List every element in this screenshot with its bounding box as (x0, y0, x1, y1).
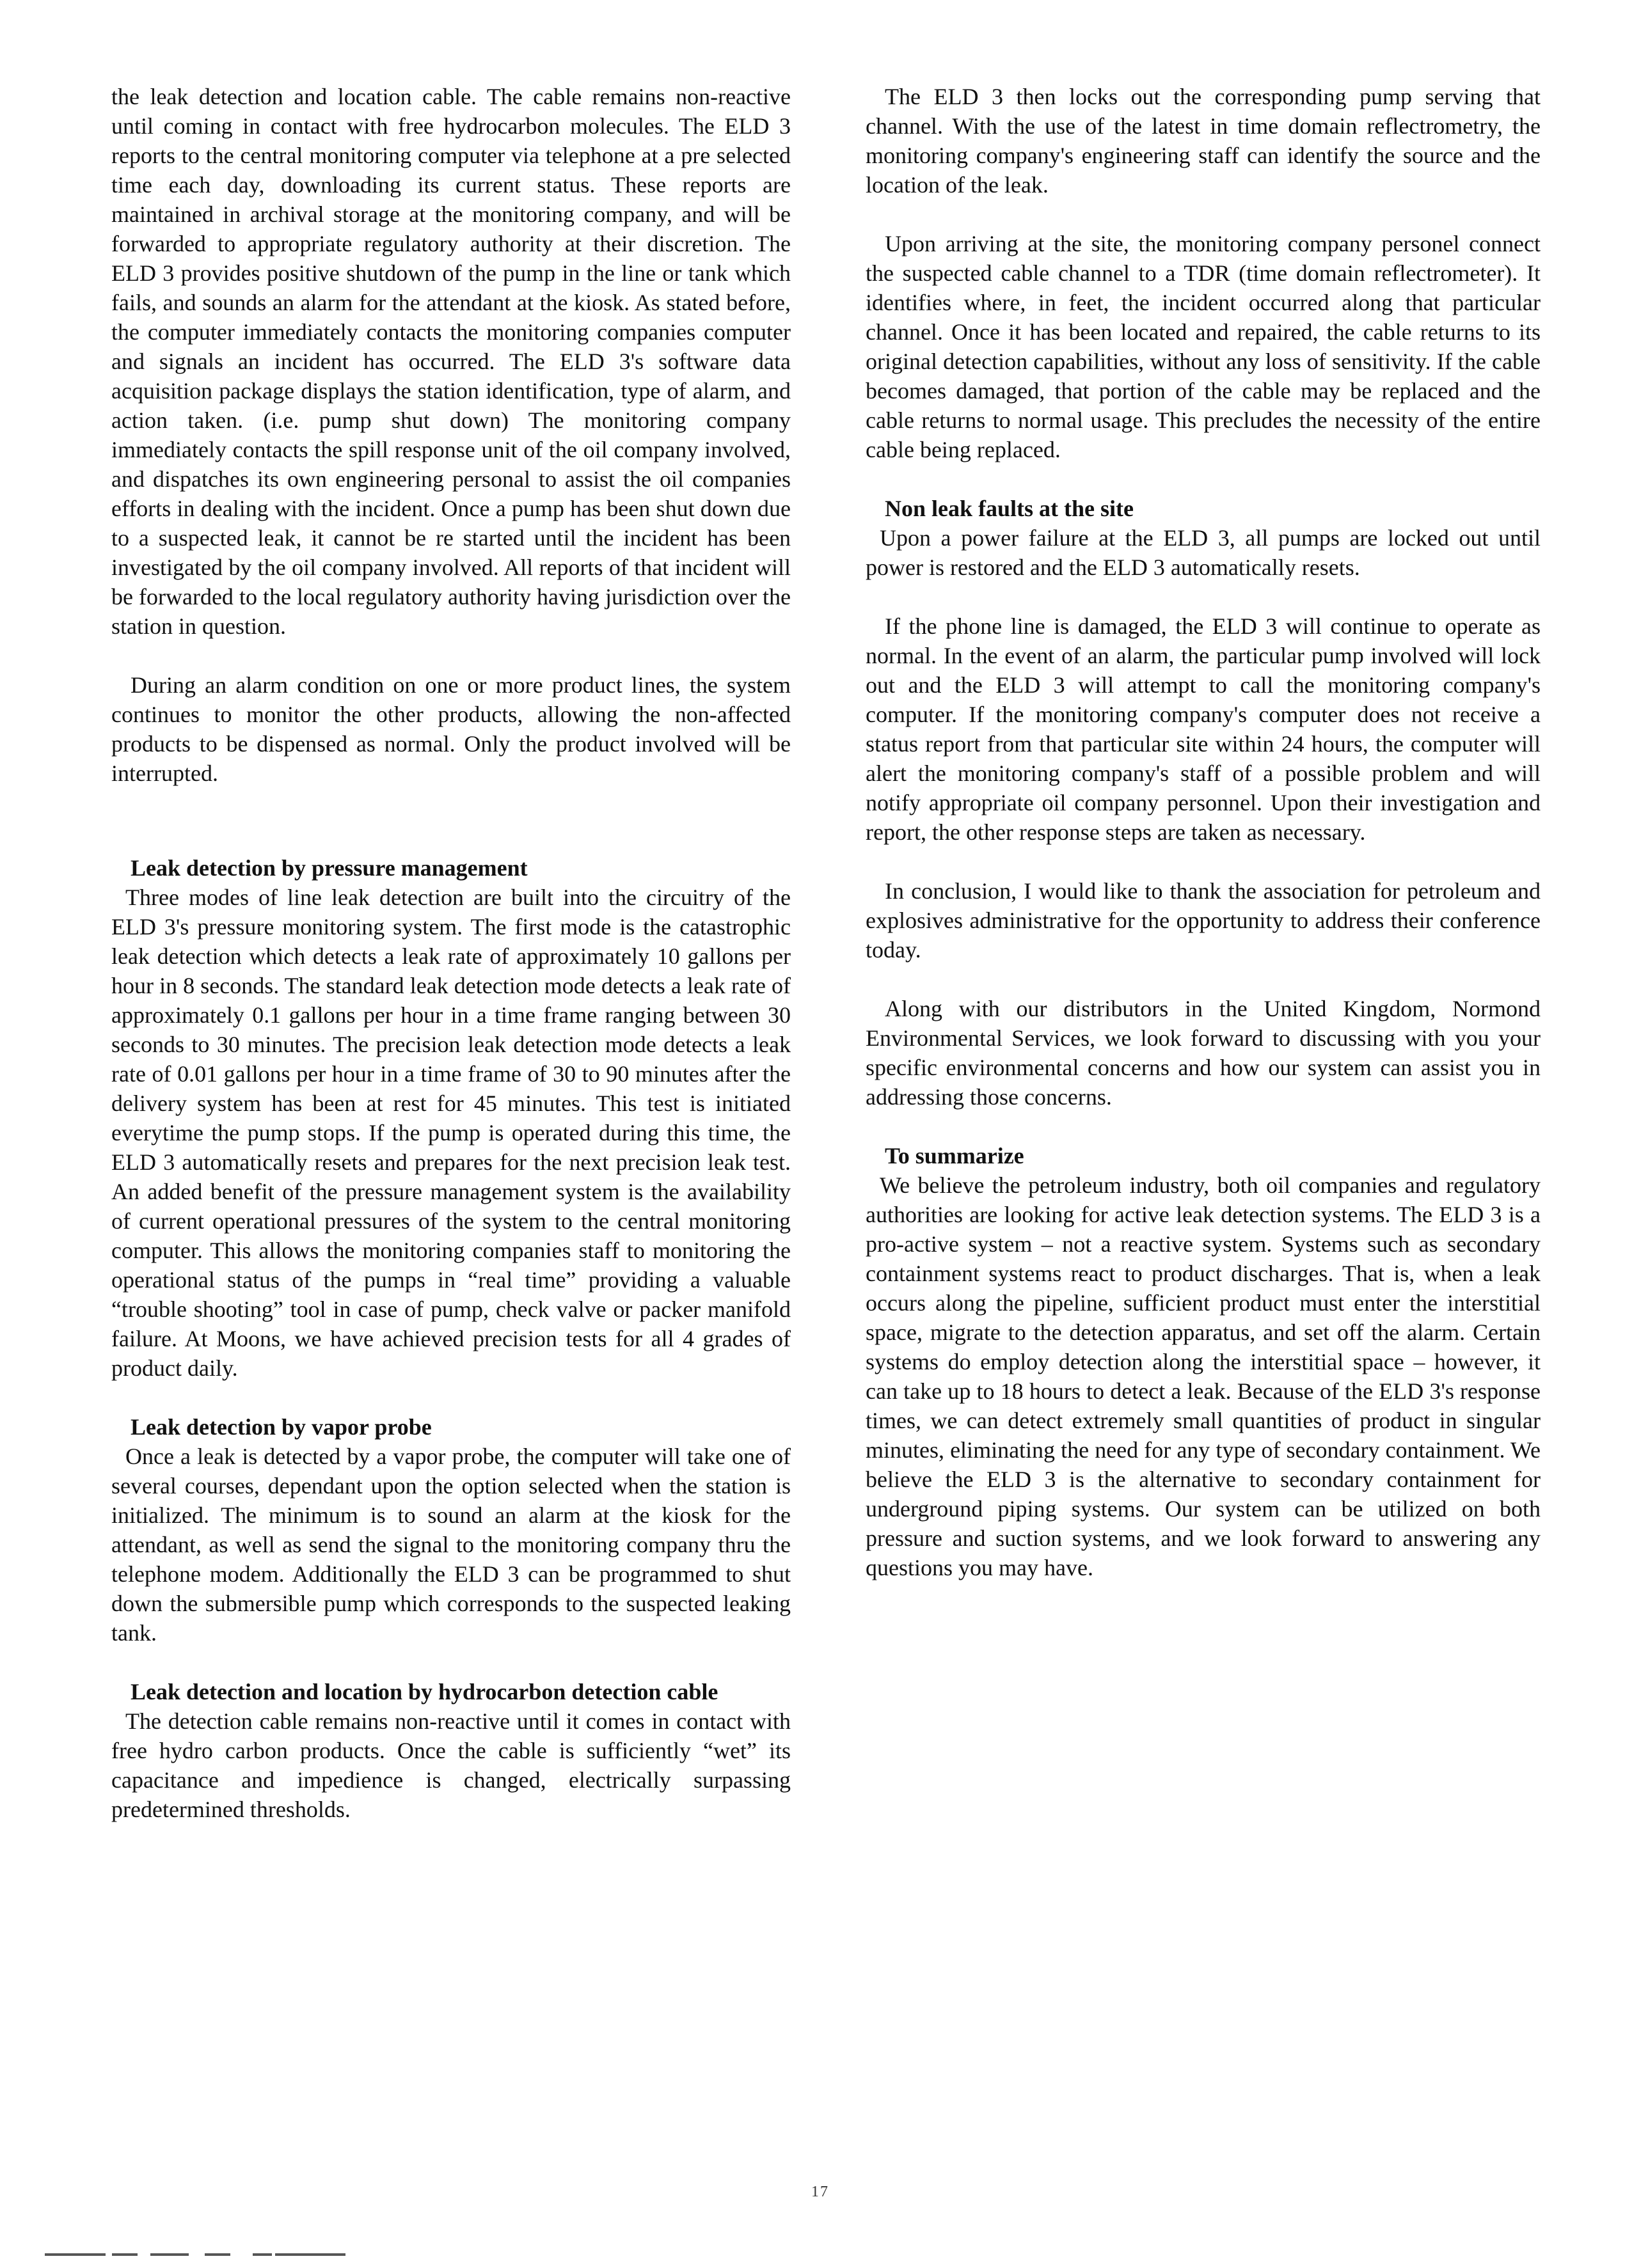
heading-pressure-management: Leak detection by pressure management (131, 855, 528, 881)
right-paragraph-4: If the phone line is damaged, the ELD 3 will continue to operate as normal. In the event of an alarm, the particular pump involved will lock out and the ELD 3 will attempt to call the monitoring company's computer. If the monitoring company's computer does not receive a status report from that particular site within 24 hours, the computer will alert the monitoring company's staff of a possible problem and will notify appropriate oil company personnel. Upon their investigation and report, the other response steps are taken as necessary. (866, 613, 1541, 845)
left-paragraph-1: the leak detection and location cable. The cable remains non-reactive until coming in contact with free hydrocarbon molecules. The ELD 3 reports to the central monitoring computer via telephone at a pre selected time each day, downloading its current status. These reports are maintained in archival storage at the monitoring company, and will be forwarded to appropriate regulatory authority at their discretion. The ELD 3 provides positive shutdown of the pump in the line or tank which fails, and sounds an alarm for the attendant at the kiosk. As stated before, the computer immediately contacts the monitoring companies computer and signals an incident has occurred. The ELD 3's software data acquisition package displays the station identification, type of alarm, and action taken. (i.e. pump shut down) The monitoring company immediately contacts the spill response unit of the oil company involved, and dispatches its own engineering personal to assist the oil companies efforts in dealing with the incident. Once a pump has been shut down due to a suspected leak, it cannot be re started until the incident has been investigated by the oil company involved. All reports of that incident will be forwarded to the local regulatory authority having jurisdiction over the station in question. (111, 84, 791, 639)
right-column (866, 82, 1541, 1582)
heading-vapor-probe: Leak detection by vapor probe (131, 1414, 432, 1440)
page-number: 17 (811, 2184, 829, 2200)
right-paragraph-1: The ELD 3 then locks out the corresponding pump serving that channel. With the use of the latest in time domain reflectrometry, the monitoring company's engineering staff can identify the source and the location of the leak. (866, 84, 1541, 198)
heading-to-summarize: To summarize (885, 1143, 1024, 1169)
left-paragraph-4: Once a leak is detected by a vapor probe, the computer will take one of several courses, dependant upon the option selected when the station is initialized. The minimum is to sound an alarm at the kiosk for the attendant, as well as send the signal to the monitoring company thru the telephone modem. Additionally the ELD 3 can be programmed to shut down the submersible pump which corresponds to the suspected leaking tank. (111, 1444, 791, 1646)
left-paragraph-2: During an alarm condition on one or more product lines, the system continues to monitor the other products, allowing the non-affected products to be dispensed as normal. Only the product involved will be interrupted. (111, 672, 791, 786)
right-paragraph-2: Upon arriving at the site, the monitoring company personel connect the suspected cable channel to a TDR (time domain reflectrometer). It identifies where, in feet, the incident occurred along that particular channel. Once it has been located and repaired, the cable returns to its original detection capabilities, without any loss of sensitivity. If the cable becomes damaged, that portion of the cable may be replaced and the cable returns to normal usage. This precludes the necessity of the entire cable being replaced. (866, 231, 1541, 462)
left-paragraph-5: The detection cable remains non-reactive until it comes in contact with free hydro carbon products. Once the cable is sufficiently “wet” its capacitance and impedience is changed, electrically surpassing predetermined thresholds. (111, 1708, 791, 1822)
left-column (111, 82, 791, 1824)
heading-non-leak-faults: Non leak faults at the site (885, 496, 1134, 521)
right-paragraph-5: In conclusion, I would like to thank the association for petroleum and explosives administrative for the opportunity to address their conference today. (866, 878, 1541, 963)
heading-hydrocarbon-cable: Leak detection and location by hydrocarbon detection cable (131, 1679, 718, 1705)
right-paragraph-3: Upon a power failure at the ELD 3, all pumps are locked out until power is restored and the ELD 3 automatically resets. (866, 525, 1541, 580)
right-paragraph-6: Along with our distributors in the United Kingdom, Normond Environmental Services, we look forward to discussing with you your specific environmental concerns and how our system can assist you in addressing those concerns. (866, 996, 1541, 1110)
right-paragraph-7: We believe the petroleum industry, both oil companies and regulatory authorities are looking for active leak detection systems. The ELD 3 is a pro-active system – not a reactive system. Systems such as secondary containment systems react to product discharges. That is, when a leak occurs along the pipeline, sufficient product must enter the interstitial space, migrate to the detection apparatus, and set off the alarm. Certain systems do employ detection along the interstitial space – however, it can take up to 18 hours to detect a leak. Because of the ELD 3's response times, we can detect extremely small quantities of product in singular minutes, eliminating the need for any type of secondary containment. We believe the ELD 3 is the alternative to secondary containment for underground piping systems. Our system can be utilized on both pressure and suction systems, and we look forward to answering any questions you may have. (866, 1172, 1541, 1580)
left-paragraph-3: Three modes of line leak detection are built into the circuitry of the ELD 3's pressure monitoring system. The first mode is the catastrophic leak detection which detects a leak rate of approximately 10 gallons per hour in 8 seconds. The standard leak detection mode detects a leak rate of approximately 0.1 gallons per hour in a time frame ranging between 30 seconds to 30 minutes. The precision leak detection mode detects a leak rate of 0.01 gallons per hour in a time frame of 30 to 90 minutes after the delivery system has been at rest for 45 minutes. This test is initiated everytime the pump stops. If the pump is operated during this time, the ELD 3 automatically resets and prepares for the next precision leak test. An added benefit of the pressure management system is the availability of current operational pressures of the system to the central monitoring computer. This allows the monitoring companies staff to monitoring the operational status of the pumps in “real time” providing a valuable “trouble shooting” tool in case of pump, check valve or packer manifold failure. At Moons, we have achieved precision tests for all 4 grades of product daily. (111, 885, 791, 1381)
scan-edge-artifact (0, 2253, 1641, 2256)
